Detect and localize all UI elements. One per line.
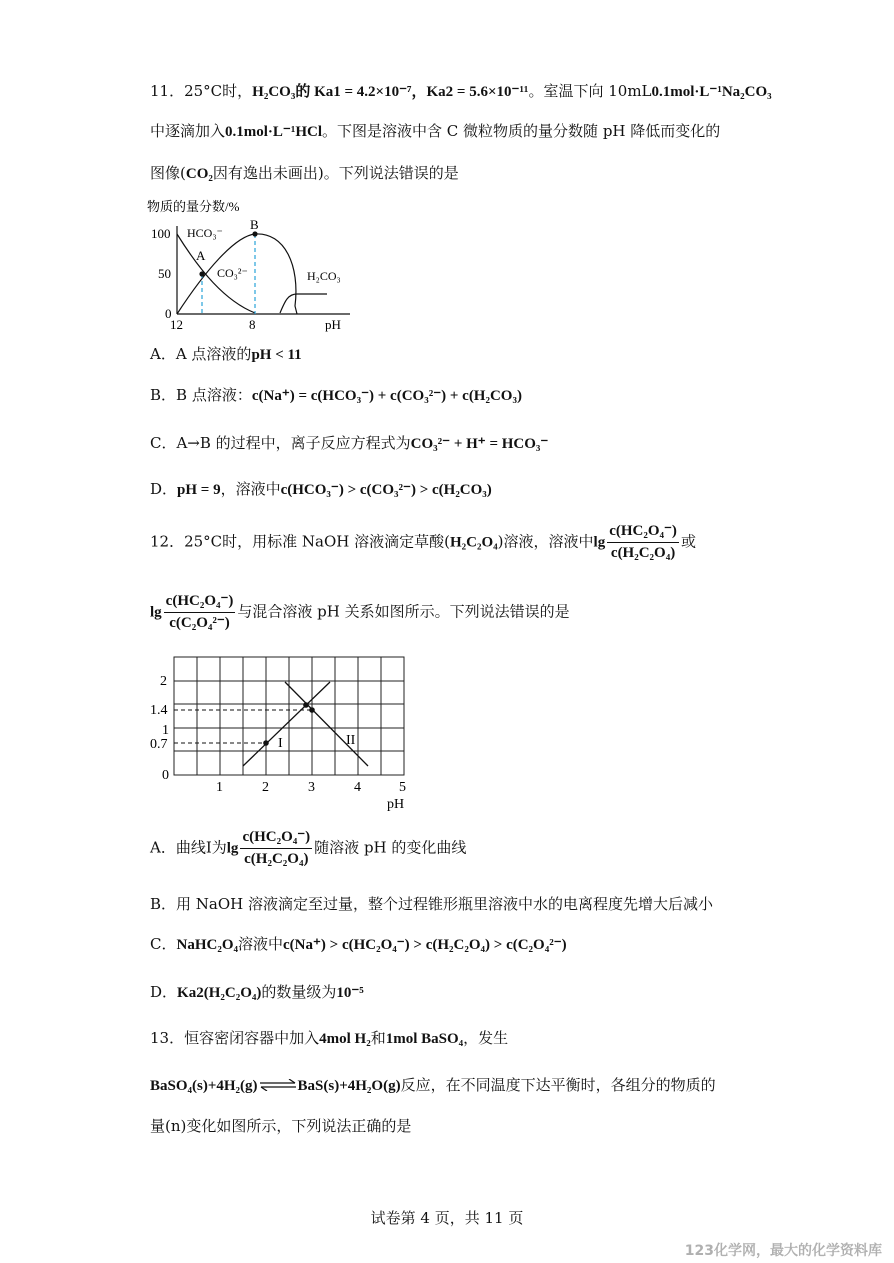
q11-option-d[interactable]: D．pH = 9，溶液中c(HCO₃⁻) > c(CO₃²⁻) > c(H₂CO₃) xyxy=(150,480,492,498)
q11-ytick-50: 50 xyxy=(158,266,171,281)
watermark: 123化学网，最大的化学资料库 xyxy=(684,1243,882,1259)
q12-ratio-1: $\frac{\text{c(HC₂O₄⁻)}}{\text{c(H₂C₂O₄)}}$ xyxy=(609,523,677,561)
q12-curve-ii-label: II xyxy=(346,733,356,748)
q11-label-b: B xyxy=(250,217,259,232)
q13-stem-line3: 量(n)变化如图所示，下列说法正确的是 xyxy=(150,1117,412,1135)
q12-option-b[interactable]: B．用 NaOH 溶液滴定至过量，整个过程锥形瓶里溶液中水的电离程度先增大后减小 xyxy=(150,895,714,913)
svg-text:1: 1 xyxy=(162,723,169,738)
svg-text:2: 2 xyxy=(262,780,269,795)
svg-text:0: 0 xyxy=(162,768,169,783)
svg-text:1.4: 1.4 xyxy=(150,703,168,718)
svg-text:2: 2 xyxy=(160,674,167,689)
q13-stem-line1: 13．恒容密闭容器中加入4mol H₂和1mol BaSO₄，发生 xyxy=(150,1029,509,1047)
q11-label-co3: CO₃²⁻ xyxy=(217,266,248,280)
q11-stem-line2: 中逐滴加入0.1mol·L⁻¹HCl。下图是溶液中含 C 微粒物质的量分数随 pH 降低而变化的 xyxy=(150,122,721,140)
q12-line-i xyxy=(243,682,330,766)
q12-xlabel: pH xyxy=(387,797,405,812)
q11-ka-values: H₂CO₃的 Ka1 = 4.2×10⁻⁷，Ka2 = 5.6×10⁻¹¹ xyxy=(252,84,529,100)
q12-curve-i-label: I xyxy=(278,736,283,751)
q11-stem-line3: 图像(CO₂因有逸出未画出)。下列说法错误的是 xyxy=(150,164,459,182)
q12-option-a[interactable]: A．曲线I为lg $\frac{\text{c(HC₂O₄⁻)}}{\text{c(H₂C₂O₄)}}$ 随溶液 pH 的变化曲线 xyxy=(150,829,467,867)
svg-text:5: 5 xyxy=(399,780,406,795)
q11-option-c[interactable]: C．A→B 的过程中，离子反应方程式为CO₃²⁻ + H⁺ = HCO₃⁻ xyxy=(150,434,549,452)
page-footer: 试卷第 4 页，共 11 页 xyxy=(370,1209,524,1227)
q11-option-a[interactable]: A．A 点溶液的pH < 11 xyxy=(150,345,302,363)
svg-text:3: 3 xyxy=(308,780,315,795)
q11-label-h2co3: H₂CO₃ xyxy=(307,269,341,283)
q11-point-b xyxy=(252,231,257,236)
q11-point-a xyxy=(199,271,204,276)
q12-stem-line2: lg $\frac{\text{c(HC₂O₄⁻)}}{\text{c(C₂O₄²⁻)}}$ 与混合溶液 pH 关系如图所示。下列说法错误的是 xyxy=(150,593,570,631)
q11-ytick-100: 100 xyxy=(151,226,171,241)
q11-xtick-8: 8 xyxy=(249,317,256,332)
q11-xtick-12: 12 xyxy=(170,317,183,332)
q12-lg-ph-chart xyxy=(150,652,420,814)
q11-option-b[interactable]: B．B 点溶液：c(Na⁺) = c(HCO₃⁻) + c(CO₃²⁻) + c(H₂CO₃) xyxy=(150,386,522,404)
q12-option-d[interactable]: D．Ka2(H₂C₂O₄)的数量级为10⁻⁵ xyxy=(150,983,364,1001)
q11-fraction-chart xyxy=(145,196,375,336)
q11-curve-h2co3 xyxy=(280,294,327,313)
reversible-arrow-icon xyxy=(258,1077,298,1096)
q11-label-a: A xyxy=(196,248,206,263)
q11-ytick-0: 0 xyxy=(165,306,172,321)
q11-stem-line1: 11．25°C时，H₂CO₃的 Ka1 = 4.2×10⁻⁷，Ka2 = 5.6×10⁻¹¹。室温下向 10mL0.1mol·L⁻¹Na₂CO₃ xyxy=(150,82,772,100)
svg-text:4: 4 xyxy=(354,780,361,795)
svg-text:1: 1 xyxy=(216,780,223,795)
q13-stem-line2: BaSO₄(s)+4H₂(g) BaS(s)+4H₂O(g)反应，在不同温度下达平衡时，各组分的物质的 xyxy=(150,1076,716,1094)
q12-stem-line1: 12．25°C时，用标准 NaOH 溶液滴定草酸(H₂C₂O₄)溶液，溶液中lg $\frac{\text{c(HC₂O₄⁻)}}{\text{c(H₂C₂O₄)}}$ 或 xyxy=(150,523,696,561)
q11-label-hco3: HCO₃⁻ xyxy=(187,226,223,240)
q12-line-ii xyxy=(285,682,368,766)
svg-text:0.7: 0.7 xyxy=(150,737,168,752)
q11-ylabel: 物质的量分数/% xyxy=(147,199,240,214)
q12-ratio-2: $\frac{\text{c(HC₂O₄⁻)}}{\text{c(C₂O₄²⁻)}}$ xyxy=(165,593,234,631)
q11-xlabel: pH xyxy=(325,317,341,332)
q12-option-c[interactable]: C．NaHC₂O₄溶液中c(Na⁺) > c(HC₂O₄⁻) > c(H₂C₂O₄) > c(C₂O₄²⁻) xyxy=(150,935,567,953)
